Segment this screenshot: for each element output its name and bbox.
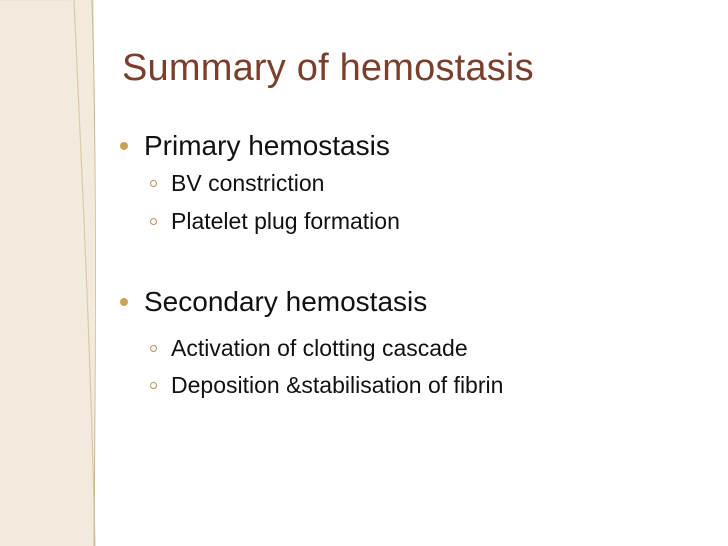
subbullet-text: BV constriction	[171, 169, 325, 196]
filled-circle-icon	[120, 142, 128, 150]
hollow-circle-icon	[150, 218, 157, 225]
hollow-circle-icon	[150, 180, 157, 187]
subbullet-text: Activation of clotting cascade	[171, 334, 468, 361]
bullet-primary-hemostasis	[120, 128, 390, 164]
bullet-text: Secondary hemostasis	[144, 286, 428, 317]
subbullet-platelet-plug	[150, 206, 400, 236]
subbullet-text: Deposition &stabilisation of fibrin	[171, 371, 504, 398]
hollow-circle-icon	[150, 345, 157, 352]
subbullet-fibrin-deposition	[150, 370, 503, 400]
hollow-circle-icon	[150, 382, 157, 389]
bullet-secondary-hemostasis	[120, 284, 427, 320]
bullet-text: Primary hemostasis	[144, 130, 390, 161]
filled-circle-icon	[120, 298, 128, 306]
subbullet-text: Platelet plug formation	[171, 207, 400, 234]
slide-title: Summary of hemostasis	[122, 47, 534, 89]
subbullet-clotting-cascade	[150, 333, 468, 363]
subbullet-bv-constriction	[150, 168, 324, 198]
